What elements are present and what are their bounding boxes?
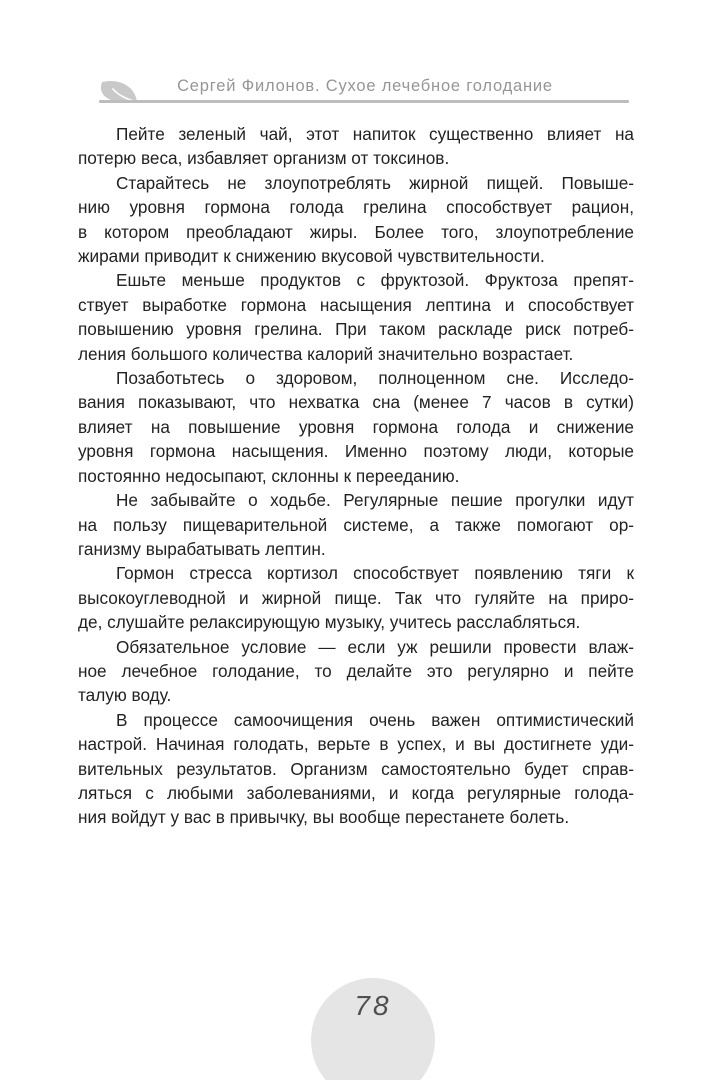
text-line: ления большого количества калорий значительно возрастает. — [78, 343, 574, 364]
text-line: Не забывайте о ходьбе. Регулярные пешие прогулки идут — [116, 490, 634, 511]
text-line: Гормон стресса кортизол способствует появлению тяги к — [116, 563, 634, 584]
text-line: высокоуглеводной и жирной пище. Так что гуляйте на приро- — [78, 587, 634, 608]
page-number-badge — [311, 978, 435, 1080]
text-line: де, слушайте релаксирующую музыку, учитесь расслабляться. — [78, 612, 581, 633]
text-line: ствует выработке гормона насыщения лептина и способствует — [78, 294, 634, 315]
body-text — [78, 122, 634, 830]
text-line: ляться с любыми заболеваниями, и когда регулярные голода- — [78, 782, 634, 803]
text-line: вительных результатов. Организм самостоятельно будет справ- — [78, 758, 634, 779]
text-line: жирами приводит к снижению вкусовой чувствительности. — [78, 246, 545, 267]
text-line: талую воду. — [78, 685, 172, 706]
text-line: Старайтесь не злоупотреблять жирной пищей. Повыше- — [116, 172, 634, 193]
text-line: потерю веса, избавляет организм от токсинов. — [78, 148, 450, 169]
running-head-title: Сергей Филонов. Сухое лечебное голодание — [177, 77, 553, 95]
text-line: уровня гормона насыщения. Именно поэтому люди, которые — [78, 441, 634, 462]
header-rule — [99, 100, 629, 103]
text-line: в котором преобладают жиры. Более того, злоупотребление — [78, 221, 634, 242]
text-line: Ешьте меньше продуктов с фруктозой. Фруктоза препят- — [116, 270, 634, 291]
text-line: Обязательное условие — если уж решили провести влаж- — [116, 636, 634, 657]
text-line: ное лечебное голодание, то делайте это регулярно и пейте — [78, 660, 634, 681]
text-line: ганизму вырабатывать лептин. — [78, 538, 326, 559]
text-line: настрой. Начиная голодать, верьте в успех, и вы достигнете уди- — [78, 734, 634, 755]
text-line: Пейте зеленый чай, этот напиток существенно влияет на — [116, 124, 634, 144]
text-line: вания показывают, что нехватка сна (менее 7 часов в сутки) — [78, 392, 634, 413]
text-line: ния войдут у вас в привычку, вы вообще перестанете болеть. — [78, 807, 570, 828]
text-line: на пользу пищеварительной системе, а также помогают ор- — [78, 514, 634, 535]
text-line: влияет на повышение уровня гормона голода и снижение — [78, 416, 634, 437]
text-line: Позаботьтесь о здоровом, полноценном сне. Исследо- — [116, 368, 634, 389]
text-line: повышению уровня грелина. При таком раскладе риск потреб- — [78, 319, 634, 340]
text-line: В процессе самоочищения очень важен оптимистический — [116, 709, 634, 730]
text-line: постоянно недосыпают, склонны к перееданию. — [78, 465, 460, 486]
page-number: 78 — [354, 990, 392, 1021]
text-line: нию уровня гормона голода грелина способствует рацион, — [78, 197, 634, 218]
